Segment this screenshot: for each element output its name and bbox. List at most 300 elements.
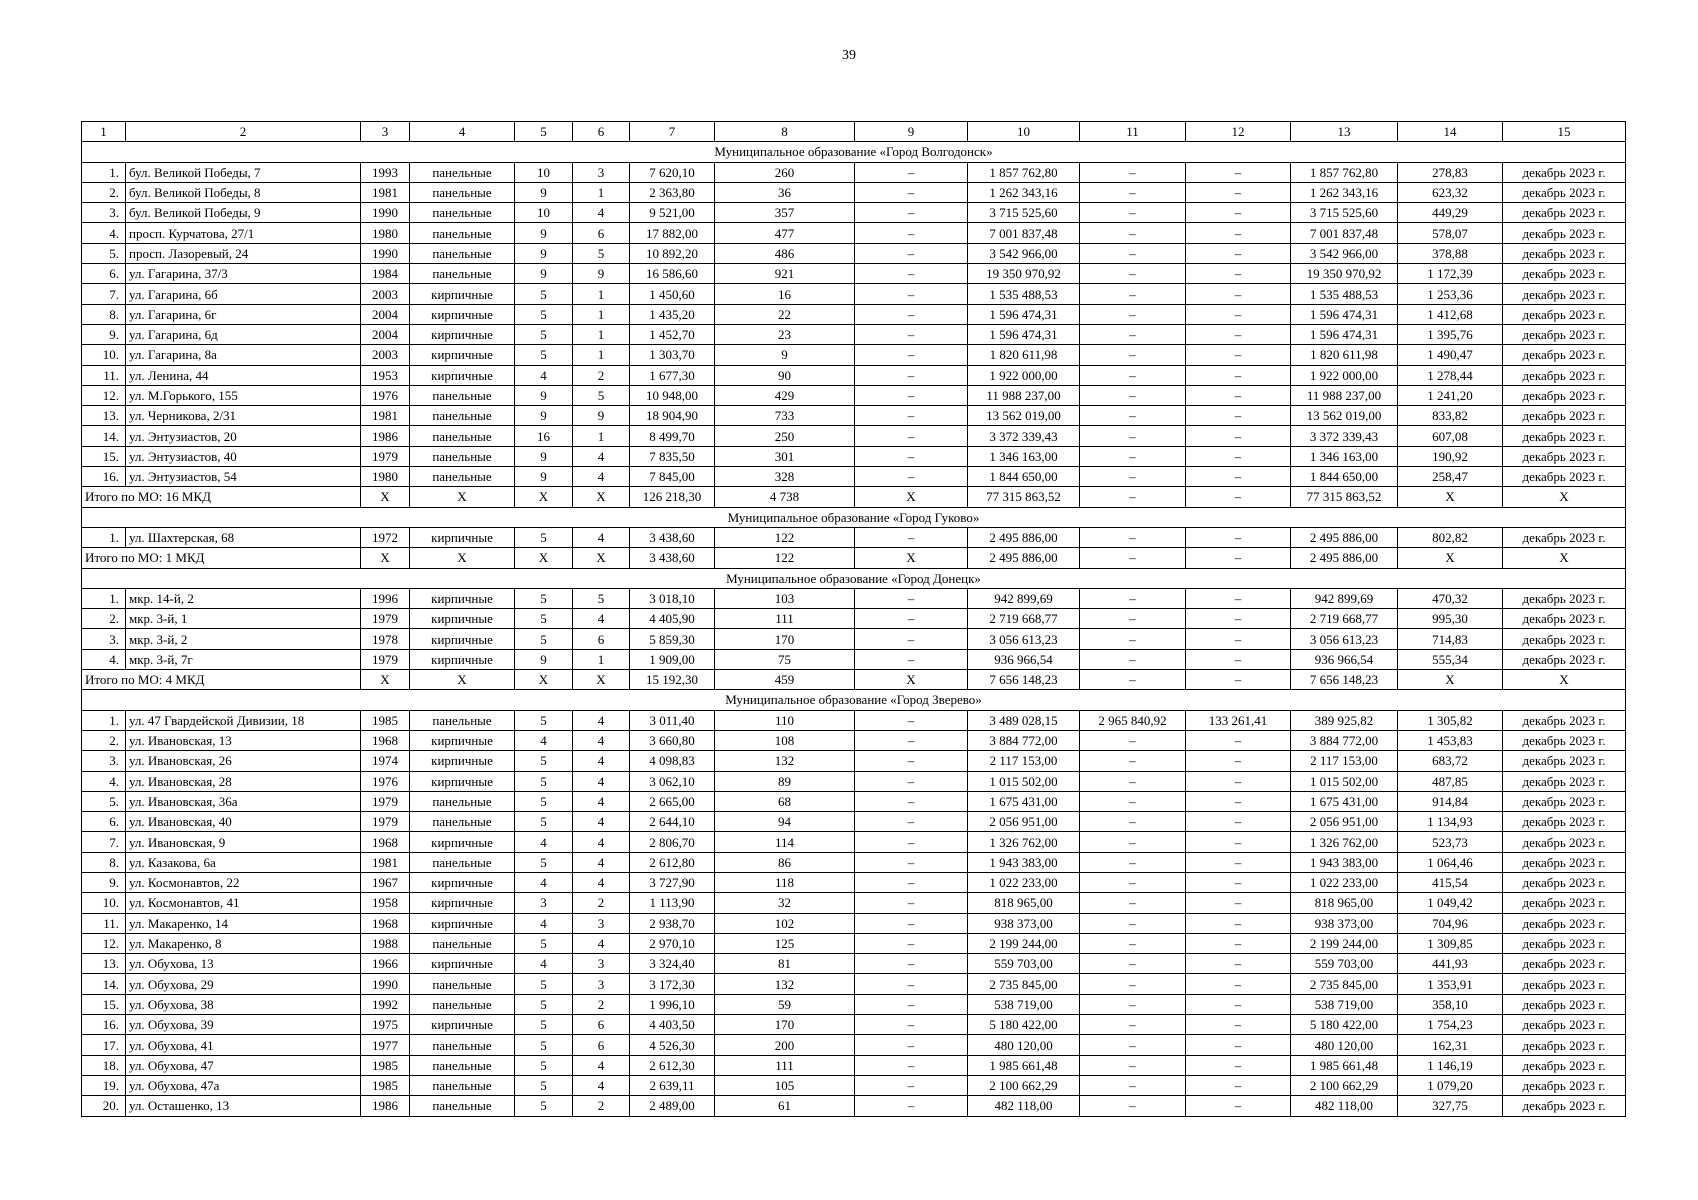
table-cell: ул. Ивановская, 28 — [126, 771, 361, 791]
table-cell: 2004 — [361, 324, 410, 344]
total-cell: X — [573, 548, 630, 568]
total-cell: X — [573, 487, 630, 507]
table-cell: 19. — [82, 1075, 126, 1095]
table-cell: кирпичные — [410, 345, 515, 365]
table-cell: декабрь 2023 г. — [1503, 913, 1626, 933]
table-cell: 1979 — [361, 446, 410, 466]
table-cell: 5 — [515, 324, 573, 344]
table-cell: 833,82 — [1398, 406, 1503, 426]
total-row — [82, 670, 1626, 690]
table-cell: – — [1080, 304, 1186, 324]
table-cell: кирпичные — [410, 365, 515, 385]
table-cell: – — [1080, 832, 1186, 852]
table-cell: – — [1186, 304, 1291, 324]
table-cell: 1981 — [361, 852, 410, 872]
table-cell: 16 — [515, 426, 573, 446]
table-cell: 5 — [515, 1055, 573, 1075]
table-cell: – — [1186, 324, 1291, 344]
table-cell: 4 — [573, 203, 630, 223]
table-cell: 3 062,10 — [630, 771, 715, 791]
table-cell: панельные — [410, 933, 515, 953]
table-cell: 1976 — [361, 771, 410, 791]
table-cell: декабрь 2023 г. — [1503, 182, 1626, 202]
total-cell: X — [410, 487, 515, 507]
total-cell: X — [1503, 487, 1626, 507]
table-cell: 3 489 028,15 — [968, 710, 1080, 730]
table-row — [82, 812, 1626, 832]
table-cell: – — [855, 974, 968, 994]
table-cell: 4 — [573, 872, 630, 892]
table-cell: кирпичные — [410, 872, 515, 892]
table-row — [82, 751, 1626, 771]
table-cell: – — [855, 264, 968, 284]
table-cell: 1985 — [361, 710, 410, 730]
table-cell: 4 526,30 — [630, 1035, 715, 1055]
table-cell: 2 — [573, 994, 630, 1014]
table-cell: – — [1080, 609, 1186, 629]
column-number-cell: 2 — [126, 122, 361, 142]
table-row — [82, 872, 1626, 892]
table-cell: – — [1186, 609, 1291, 629]
table-cell: – — [1186, 994, 1291, 1014]
table-cell: панельные — [410, 223, 515, 243]
total-cell: 15 192,30 — [630, 670, 715, 690]
total-label: Итого по МО: 1 МКД — [82, 548, 361, 568]
table-cell: 482 118,00 — [1291, 1096, 1398, 1116]
table-cell: 7 001 837,48 — [1291, 223, 1398, 243]
table-cell: 8. — [82, 304, 126, 324]
table-cell: 2. — [82, 182, 126, 202]
table-cell: ул. Обухова, 39 — [126, 1015, 361, 1035]
table-cell: 1981 — [361, 406, 410, 426]
table-cell: – — [855, 933, 968, 953]
table-cell: 10 948,00 — [630, 385, 715, 405]
table-cell: декабрь 2023 г. — [1503, 203, 1626, 223]
table-cell: 1 172,39 — [1398, 264, 1503, 284]
table-cell: 1 452,70 — [630, 324, 715, 344]
table-cell: 118 — [715, 872, 855, 892]
table-cell: 482 118,00 — [968, 1096, 1080, 1116]
table-cell: 921 — [715, 264, 855, 284]
total-cell: X — [1398, 487, 1503, 507]
table-cell: 1 675 431,00 — [968, 791, 1080, 811]
table-cell: 5 — [515, 994, 573, 1014]
table-cell: 2 495 886,00 — [968, 527, 1080, 547]
table-cell: мкр. 3-й, 7г — [126, 649, 361, 669]
table-cell: 1972 — [361, 527, 410, 547]
column-number-cell: 12 — [1186, 122, 1291, 142]
table-cell: декабрь 2023 г. — [1503, 710, 1626, 730]
table-cell: кирпичные — [410, 771, 515, 791]
table-cell: 4 — [515, 365, 573, 385]
table-cell: 3 324,40 — [630, 954, 715, 974]
table-cell: кирпичные — [410, 284, 515, 304]
table-row — [82, 324, 1626, 344]
table-cell: декабрь 2023 г. — [1503, 324, 1626, 344]
table-cell: 170 — [715, 1015, 855, 1035]
table-cell: 1990 — [361, 243, 410, 263]
table-cell: – — [1186, 771, 1291, 791]
table-cell: 1 412,68 — [1398, 304, 1503, 324]
table-cell: 15. — [82, 994, 126, 1014]
total-cell: X — [855, 670, 968, 690]
column-number-cell: 14 — [1398, 122, 1503, 142]
table-cell: 1 844 650,00 — [968, 467, 1080, 487]
table-cell: – — [1080, 1075, 1186, 1095]
table-cell: 5 180 422,00 — [1291, 1015, 1398, 1035]
table-cell: 16. — [82, 467, 126, 487]
table-cell: декабрь 2023 г. — [1503, 812, 1626, 832]
table-cell: 4 403,50 — [630, 1015, 715, 1035]
section-title: Муниципальное образование «Город Волгодонск» — [82, 142, 1626, 162]
table-cell: кирпичные — [410, 954, 515, 974]
table-cell: 19 350 970,92 — [968, 264, 1080, 284]
table-cell: 3 056 613,23 — [968, 629, 1080, 649]
total-cell: – — [1186, 670, 1291, 690]
section-header-row — [82, 142, 1626, 162]
table-row — [82, 162, 1626, 182]
table-row — [82, 203, 1626, 223]
table-cell: – — [1080, 426, 1186, 446]
table-cell: 1 985 661,48 — [968, 1055, 1080, 1075]
table-cell: – — [855, 243, 968, 263]
table-cell: декабрь 2023 г. — [1503, 751, 1626, 771]
table-cell: – — [1186, 365, 1291, 385]
table-cell: 4 — [573, 710, 630, 730]
table-cell: 1 064,46 — [1398, 852, 1503, 872]
table-cell: декабрь 2023 г. — [1503, 162, 1626, 182]
table-cell: 19 350 970,92 — [1291, 264, 1398, 284]
table-cell: – — [1186, 588, 1291, 608]
table-cell: 1 079,20 — [1398, 1075, 1503, 1095]
table-cell: 14. — [82, 426, 126, 446]
table-cell: 1 535 488,53 — [1291, 284, 1398, 304]
table-cell: 7. — [82, 832, 126, 852]
table-cell: 1 596 474,31 — [1291, 304, 1398, 324]
table-cell: – — [855, 324, 968, 344]
total-cell: 77 315 863,52 — [1291, 487, 1398, 507]
total-cell: X — [1398, 670, 1503, 690]
column-number-header-row — [82, 122, 1626, 142]
table-cell: кирпичные — [410, 1015, 515, 1035]
table-cell: 6 — [573, 1015, 630, 1035]
table-cell: 23 — [715, 324, 855, 344]
table-cell: 90 — [715, 365, 855, 385]
table-cell: – — [855, 893, 968, 913]
table-cell: 1 844 650,00 — [1291, 467, 1398, 487]
total-cell: – — [1186, 487, 1291, 507]
table-cell: – — [1186, 406, 1291, 426]
table-cell: – — [855, 1096, 968, 1116]
table-cell: – — [1080, 872, 1186, 892]
column-number-cell: 6 — [573, 122, 630, 142]
total-cell: X — [855, 487, 968, 507]
table-cell: – — [855, 446, 968, 466]
table-cell: 389 925,82 — [1291, 710, 1398, 730]
table-row — [82, 791, 1626, 811]
table-cell: 1 262 343,16 — [1291, 182, 1398, 202]
table-cell: – — [1080, 893, 1186, 913]
table-cell: панельные — [410, 162, 515, 182]
table-cell: 3. — [82, 203, 126, 223]
table-cell: 1988 — [361, 933, 410, 953]
column-number-cell: 5 — [515, 122, 573, 142]
total-cell: X — [573, 670, 630, 690]
table-cell: кирпичные — [410, 730, 515, 750]
table-cell: 1 996,10 — [630, 994, 715, 1014]
table-cell: – — [855, 812, 968, 832]
table-cell: кирпичные — [410, 751, 515, 771]
total-cell: 2 495 886,00 — [968, 548, 1080, 568]
table-row — [82, 588, 1626, 608]
table-cell: 4 — [573, 852, 630, 872]
table-cell: 1978 — [361, 629, 410, 649]
table-cell: 10. — [82, 345, 126, 365]
table-cell: 1 022 233,00 — [1291, 872, 1398, 892]
table-cell: ул. Осташенко, 13 — [126, 1096, 361, 1116]
table-cell: – — [855, 1015, 968, 1035]
table-cell: 2 965 840,92 — [1080, 710, 1186, 730]
table-cell: – — [1186, 243, 1291, 263]
table-cell: 5 — [515, 629, 573, 649]
table-cell: 3 018,10 — [630, 588, 715, 608]
table-cell: 1980 — [361, 467, 410, 487]
table-cell: 9 — [515, 649, 573, 669]
table-cell: – — [855, 527, 968, 547]
table-cell: 1 353,91 — [1398, 974, 1503, 994]
table-cell: – — [1186, 1096, 1291, 1116]
table-cell: 2. — [82, 730, 126, 750]
table-cell: – — [1186, 751, 1291, 771]
table-cell: 1 — [573, 649, 630, 669]
table-cell: 1 326 762,00 — [1291, 832, 1398, 852]
table-cell: 4 — [573, 527, 630, 547]
table-cell: 5 — [573, 588, 630, 608]
table-cell: 4 — [573, 832, 630, 852]
table-cell: – — [855, 913, 968, 933]
table-cell: 5 — [515, 527, 573, 547]
table-cell: – — [1186, 446, 1291, 466]
table-cell: 5 — [515, 284, 573, 304]
table-cell: 3 884 772,00 — [1291, 730, 1398, 750]
total-cell: – — [1080, 548, 1186, 568]
table-cell: 2 612,30 — [630, 1055, 715, 1075]
total-cell: 3 438,60 — [630, 548, 715, 568]
table-cell: – — [1080, 913, 1186, 933]
table-cell: 1 943 383,00 — [1291, 852, 1398, 872]
total-row — [82, 487, 1626, 507]
table-cell: 4 — [515, 913, 573, 933]
table-body — [82, 122, 1626, 1117]
table-cell: – — [1080, 974, 1186, 994]
table-cell: – — [1186, 527, 1291, 547]
table-cell: – — [1080, 203, 1186, 223]
table-cell: – — [1080, 365, 1186, 385]
table-cell: – — [1186, 264, 1291, 284]
table-cell: 1 490,47 — [1398, 345, 1503, 365]
table-cell: 1967 — [361, 872, 410, 892]
table-cell: 1. — [82, 588, 126, 608]
table-cell: панельные — [410, 1035, 515, 1055]
table-cell: – — [1080, 994, 1186, 1014]
total-cell: – — [1186, 548, 1291, 568]
table-cell: ул. Обухова, 47 — [126, 1055, 361, 1075]
section-title: Муниципальное образование «Город Донецк» — [82, 568, 1626, 588]
table-cell: 555,34 — [1398, 649, 1503, 669]
table-row — [82, 1035, 1626, 1055]
total-cell: X — [855, 548, 968, 568]
table-cell: 162,31 — [1398, 1035, 1503, 1055]
table-cell: 1. — [82, 527, 126, 547]
table-cell: 7 001 837,48 — [968, 223, 1080, 243]
table-cell: 133 261,41 — [1186, 710, 1291, 730]
table-cell: 12. — [82, 933, 126, 953]
table-cell: декабрь 2023 г. — [1503, 1055, 1626, 1075]
table-row — [82, 1015, 1626, 1035]
table-cell: 200 — [715, 1035, 855, 1055]
column-number-cell: 10 — [968, 122, 1080, 142]
table-cell: 1 596 474,31 — [968, 324, 1080, 344]
table-cell: – — [1080, 730, 1186, 750]
table-cell: 559 703,00 — [1291, 954, 1398, 974]
table-cell: панельные — [410, 446, 515, 466]
table-cell: декабрь 2023 г. — [1503, 446, 1626, 466]
table-cell: – — [855, 1035, 968, 1055]
table-cell: 538 719,00 — [1291, 994, 1398, 1014]
table-cell: кирпичные — [410, 832, 515, 852]
table-cell: – — [855, 994, 968, 1014]
table-cell: панельные — [410, 385, 515, 405]
table-cell: 1984 — [361, 264, 410, 284]
table-cell: – — [855, 771, 968, 791]
table-cell: 14. — [82, 974, 126, 994]
table-cell: ул. Ивановская, 36а — [126, 791, 361, 811]
table-cell: 5 — [515, 852, 573, 872]
table-cell: 1 857 762,80 — [968, 162, 1080, 182]
table-cell: 1. — [82, 710, 126, 730]
table-cell: 6 — [573, 223, 630, 243]
table-cell: 1 326 762,00 — [968, 832, 1080, 852]
table-cell: 1 — [573, 324, 630, 344]
table-cell: – — [855, 426, 968, 446]
table-cell: декабрь 2023 г. — [1503, 1075, 1626, 1095]
table-cell: 105 — [715, 1075, 855, 1095]
table-cell: 3 — [515, 893, 573, 913]
table-cell: просп. Курчатова, 27/1 — [126, 223, 361, 243]
total-cell: X — [1503, 548, 1626, 568]
table-cell: 1 346 163,00 — [968, 446, 1080, 466]
table-cell: 1 253,36 — [1398, 284, 1503, 304]
table-cell: ул. Черникова, 2/31 — [126, 406, 361, 426]
table-cell: 13 562 019,00 — [968, 406, 1080, 426]
column-number-cell: 7 — [630, 122, 715, 142]
total-cell: 122 — [715, 548, 855, 568]
table-cell: 733 — [715, 406, 855, 426]
table-cell: – — [855, 609, 968, 629]
table-cell: – — [855, 954, 968, 974]
table-cell: 2 735 845,00 — [968, 974, 1080, 994]
table-cell: 108 — [715, 730, 855, 750]
total-cell: 459 — [715, 670, 855, 690]
table-cell: 2 199 244,00 — [1291, 933, 1398, 953]
table-cell: – — [855, 710, 968, 730]
table-cell: 1985 — [361, 1055, 410, 1075]
table-cell: панельные — [410, 710, 515, 730]
table-cell: панельные — [410, 264, 515, 284]
table-cell: мкр. 14-й, 2 — [126, 588, 361, 608]
table-row — [82, 345, 1626, 365]
table-cell: декабрь 2023 г. — [1503, 284, 1626, 304]
table-cell: – — [1080, 446, 1186, 466]
total-cell: X — [410, 670, 515, 690]
table-cell: 9 — [515, 182, 573, 202]
column-number-cell: 4 — [410, 122, 515, 142]
table-cell: 4 — [573, 1055, 630, 1075]
table-cell: 102 — [715, 913, 855, 933]
table-cell: 4 — [515, 872, 573, 892]
table-cell: 4 — [515, 954, 573, 974]
table-cell: декабрь 2023 г. — [1503, 994, 1626, 1014]
table-cell: 12. — [82, 385, 126, 405]
table-cell: – — [1186, 852, 1291, 872]
page-number: 39 — [842, 48, 856, 63]
table-cell: 1990 — [361, 974, 410, 994]
table-cell: ул. Гагарина, 6д — [126, 324, 361, 344]
table-cell: декабрь 2023 г. — [1503, 406, 1626, 426]
table-cell: – — [1186, 284, 1291, 304]
table-cell: 4 — [573, 771, 630, 791]
table-cell: ул. Ивановская, 26 — [126, 751, 361, 771]
table-cell: 4 — [573, 730, 630, 750]
table-cell: 2 495 886,00 — [1291, 527, 1398, 547]
table-cell: панельные — [410, 1055, 515, 1075]
table-cell: 1 305,82 — [1398, 710, 1503, 730]
table-cell: – — [855, 730, 968, 750]
table-cell: 11 988 237,00 — [1291, 385, 1398, 405]
total-cell: X — [515, 548, 573, 568]
table-cell: 59 — [715, 994, 855, 1014]
table-row — [82, 954, 1626, 974]
table-cell: 5 180 422,00 — [968, 1015, 1080, 1035]
table-cell: – — [1080, 1096, 1186, 1116]
table-cell: 1 596 474,31 — [1291, 324, 1398, 344]
table-cell: 1 922 000,00 — [968, 365, 1080, 385]
table-cell: 6. — [82, 812, 126, 832]
table-cell: 2 117 153,00 — [1291, 751, 1398, 771]
table-cell: – — [1080, 182, 1186, 202]
table-cell: 1992 — [361, 994, 410, 1014]
table-row — [82, 264, 1626, 284]
table-cell: 68 — [715, 791, 855, 811]
table-cell: – — [1080, 791, 1186, 811]
table-cell: – — [855, 284, 968, 304]
table-cell: – — [1080, 649, 1186, 669]
table-cell: 1 — [573, 284, 630, 304]
table-cell: 938 373,00 — [968, 913, 1080, 933]
table-cell: – — [1080, 852, 1186, 872]
table-cell: 995,30 — [1398, 609, 1503, 629]
table-cell: 3. — [82, 751, 126, 771]
table-row — [82, 426, 1626, 446]
table-cell: панельные — [410, 182, 515, 202]
table-cell: ул. Гагарина, 37/3 — [126, 264, 361, 284]
table-cell: – — [1080, 324, 1186, 344]
table-cell: 9 — [515, 385, 573, 405]
table-cell: – — [1186, 467, 1291, 487]
table-cell: – — [1186, 629, 1291, 649]
table-cell: 5 — [515, 933, 573, 953]
table-cell: 170 — [715, 629, 855, 649]
